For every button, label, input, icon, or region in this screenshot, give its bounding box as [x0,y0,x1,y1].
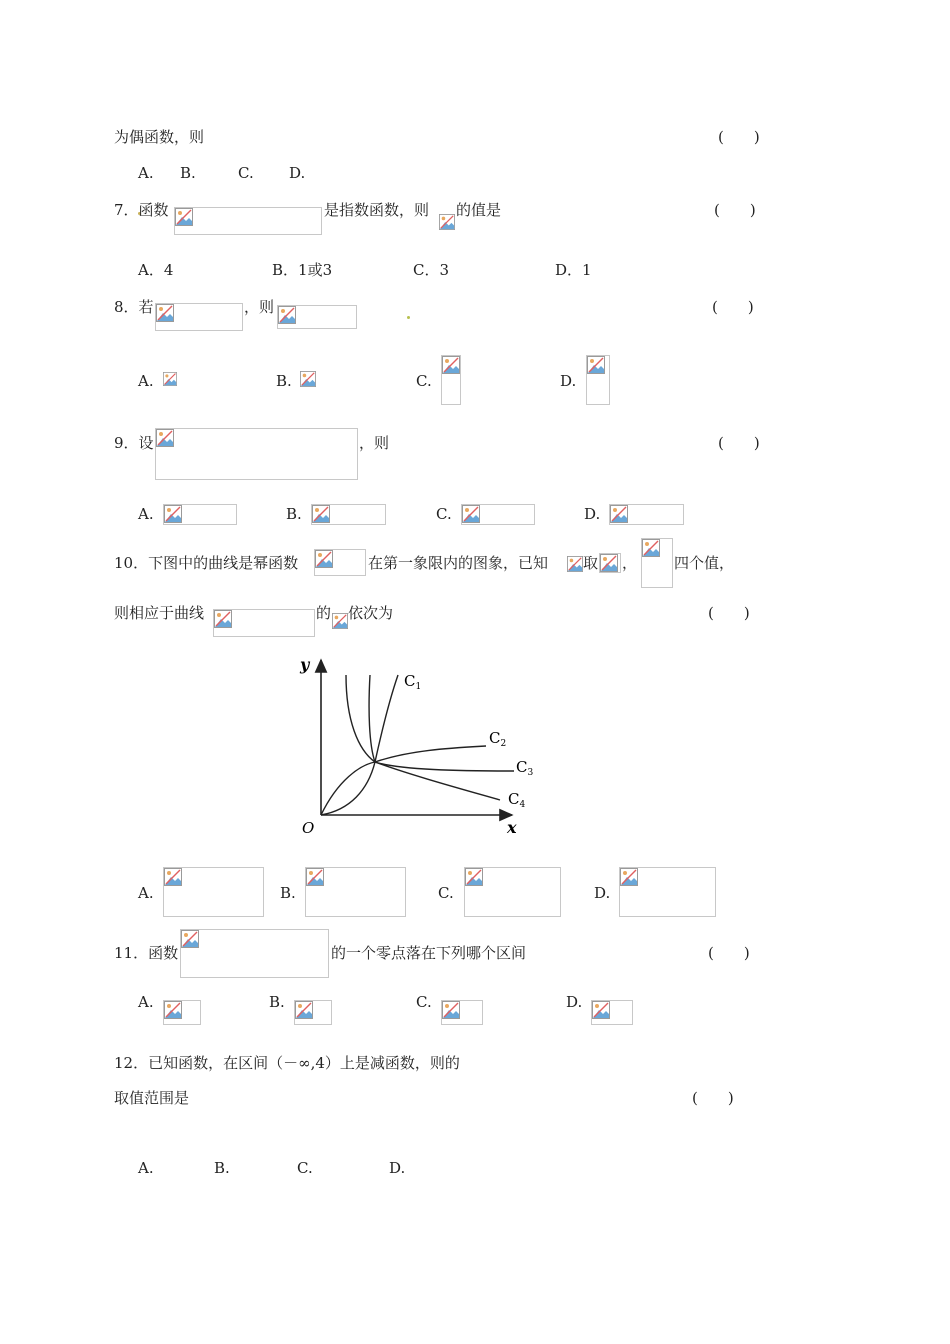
q11-option-d: D. [566,993,583,1011]
q9-option-b-image [311,504,386,525]
q11-option-a-image [163,1000,201,1025]
q8-option-a-image [163,370,177,390]
q9-option-a-image [163,504,237,525]
q8-option-c-image [441,355,461,405]
origin-label: O [302,819,315,837]
q11-stem-a: 11．函数 [114,944,179,962]
speck-dot [407,316,410,319]
q9-option-d-image [609,504,684,525]
q10-stem-a: 10．下图中的曲线是幂函数 [114,554,299,572]
q10-answer-paren: ( ) [708,604,750,622]
broken-image-icon [567,556,583,572]
broken-image-icon [332,613,348,629]
broken-image-icon [610,505,628,523]
broken-image-icon [156,429,174,447]
q10-option-b-image [305,867,406,917]
q10-formula-image-2 [599,553,621,573]
q10-stem-b: 在第一象限内的图象，已知 [368,554,549,572]
q10-option-a-image [163,867,264,917]
q10-stem-d: ， [622,554,638,572]
q12-option-d: D. [389,1159,406,1177]
q12-answer-paren: ( ) [692,1089,734,1107]
q9-option-c: C. [436,505,452,523]
q6-answer-paren: ( ) [718,128,760,146]
broken-image-icon [315,550,333,568]
y-axis-label: y [300,655,310,674]
q7-option-c: C．3 [413,261,450,279]
q7-stem-a: 7．函数 [114,201,169,219]
q8-formula-image-2 [277,305,357,329]
q7-answer-paren: ( ) [714,201,756,219]
q12-option-c: C. [297,1159,313,1177]
q11-option-b-image [294,1000,332,1025]
q12-stem-b: 取值范围是 [114,1089,190,1107]
broken-image-icon [442,1001,460,1019]
q8-stem-b: ，则 [244,298,275,316]
q10-option-b: B. [280,884,296,902]
q10-formula-image-1 [314,549,366,576]
broken-image-icon [156,304,174,322]
q11-option-c-image [441,1000,483,1025]
curve-label-c3: $C_3$ [516,758,534,778]
broken-image-icon [620,868,638,886]
q10-var-image-2 [332,613,348,631]
q11-option-c: C. [416,993,432,1011]
q10-formula-image-3 [641,538,673,588]
q10-stem-h: 依次为 [348,604,394,622]
q10-stem-e: 四个值， [674,554,735,572]
curve-label-c2: $C_2$ [489,729,507,749]
q8-option-d-image [586,355,610,405]
q9-stem-a: 9．设 [114,434,154,452]
broken-image-icon [214,610,232,628]
q10-stem-f: 则相应于曲线 [114,604,205,622]
q8-option-b-image [300,370,316,390]
q11-formula-image [180,929,329,978]
broken-image-icon [175,208,193,226]
q8-option-d: D. [560,372,577,390]
q8-stem-a: 8．若 [114,298,154,316]
q9-option-d: D. [584,505,601,523]
broken-image-icon [306,868,324,886]
q9-formula-image [155,428,358,480]
q6-option-b: B. [180,164,196,182]
broken-image-icon [295,1001,313,1019]
q10-option-d: D. [594,884,611,902]
broken-image-icon [278,306,296,324]
broken-image-icon [312,505,330,523]
q9-option-b: B. [286,505,302,523]
q7-formula-image [174,207,322,235]
q10-stem-g: 的 [316,604,332,622]
broken-image-icon [164,505,182,523]
q11-option-a: A. [138,993,154,1011]
q8-option-a: A. [138,372,154,390]
q11-option-b: B. [269,993,285,1011]
q9-stem-b: ，则 [359,434,390,452]
broken-image-icon [164,1001,182,1019]
q12-option-b: B. [214,1159,230,1177]
broken-image-icon [465,868,483,886]
broken-image-icon [300,370,316,388]
q10-stem-c: 取 [583,554,599,572]
q11-answer-paren: ( ) [708,944,750,962]
broken-image-icon [462,505,480,523]
broken-image-icon [592,1001,610,1019]
q7-stem-b: 是指数函数，则 [324,201,430,219]
q10-option-c: C. [438,884,454,902]
broken-image-icon [439,214,455,230]
broken-image-icon [642,539,660,557]
q7-option-d: D．1 [555,261,592,279]
power-function-figure [290,650,540,845]
q10-option-c-image [464,867,561,917]
q6-option-d: D. [289,164,306,182]
q9-option-a: A. [138,505,154,523]
q8-answer-paren: ( ) [712,298,754,316]
q6-option-a: A. [138,164,154,182]
q11-stem-b: 的一个零点落在下列哪个区间 [331,944,527,962]
q12-stem-a: 12．已知函数，在区间（－∞,4）上是减函数，则的 [114,1054,460,1072]
q7-var-image [439,210,455,230]
q7-option-a: A．4 [138,261,174,279]
q7-option-b: B．1或3 [272,261,333,279]
q8-formula-image-1 [155,303,243,331]
curve-label-c4: $C_4$ [508,790,526,810]
q11-option-d-image [591,1000,633,1025]
q7-stem-c: 的值是 [456,201,502,219]
q9-answer-paren: ( ) [718,434,760,452]
q6-stem-tail: 为偶函数，则 [114,128,205,146]
broken-image-icon [442,356,460,374]
x-axis-label: x [507,818,517,837]
q10-option-a: A. [138,884,154,902]
broken-image-icon [164,868,182,886]
q9-option-c-image [461,504,535,525]
broken-image-icon [600,554,618,572]
broken-image-icon [181,930,199,948]
broken-image-icon [587,356,605,374]
curve-c2 [321,746,486,815]
q6-option-c: C. [238,164,254,182]
q10-var-image [567,556,583,574]
q8-option-c: C. [416,372,432,390]
q12-option-a: A. [138,1159,154,1177]
broken-image-icon [163,370,177,388]
curve-label-c1: $C_1$ [404,672,422,692]
q10-formula-image-4 [213,609,315,637]
q10-option-d-image [619,867,716,917]
q8-option-b: B. [276,372,292,390]
